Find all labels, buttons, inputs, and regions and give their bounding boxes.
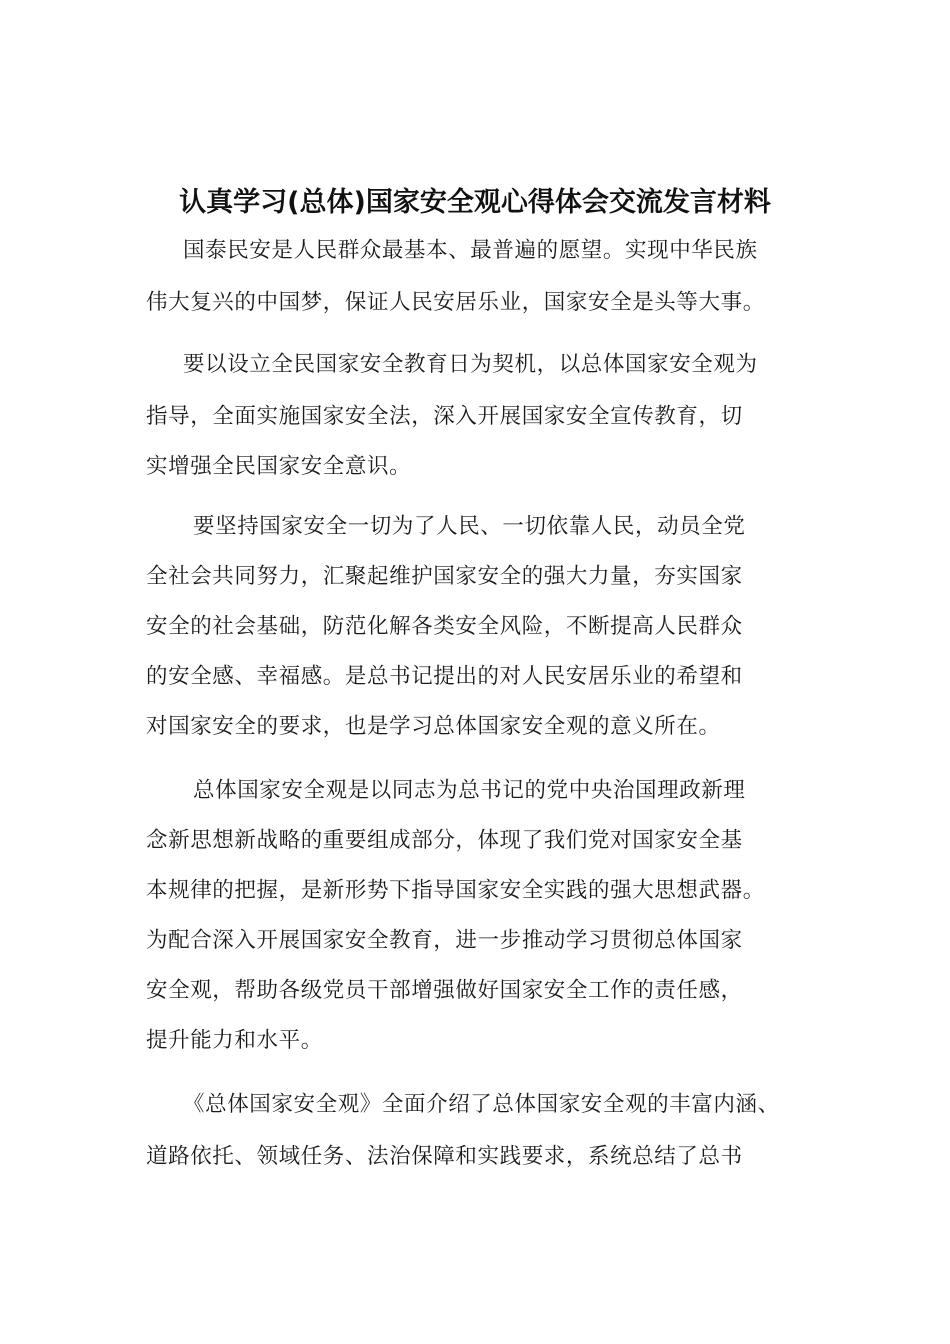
paragraph-4-line-2: 念新思想新战略的重要组成部分，体现了我们党对国家安全基 (146, 828, 743, 853)
paragraph-1-line-1: 国泰民安是人民群众最基本、最普遍的愿望。实现中华民族 (183, 238, 758, 263)
paragraph-4-line-6: 提升能力和水平。 (146, 1028, 323, 1053)
paragraph-2-line-1: 要以设立全民国家安全教育日为契机，以总体国家安全观为 (183, 352, 758, 377)
paragraph-3-line-5: 对国家安全的要求，也是学习总体国家安全观的意义所在。 (146, 714, 721, 739)
paragraph-4-line-1: 总体国家安全观是以同志为总书记的党中央治国理政新理 (193, 778, 746, 803)
paragraph-4-line-5: 安全观，帮助各级党员干部增强做好国家安全工作的责任感， (146, 978, 743, 1003)
paragraph-4-line-4: 为配合深入开展国家安全教育，进一步推动学习贯彻总体国家 (146, 928, 743, 953)
paragraph-1-line-2: 伟大复兴的中国梦，保证人民安居乐业，国家安全是头等大事。 (146, 290, 765, 315)
paragraph-3-line-3: 安全的社会基础，防范化解各类安全风险，不断提高人民群众 (146, 614, 743, 639)
paragraph-3-line-2: 全社会共同努力，汇聚起维护国家安全的强大力量，夯实国家 (146, 564, 743, 589)
document-title: 认真学习(总体)国家安全观心得体会交流发言材料 (179, 187, 771, 218)
paragraph-5-line-1: 《总体国家安全观》全面介绍了总体国家安全观的丰富内涵、 (183, 1092, 780, 1117)
paragraph-3-line-1: 要坚持国家安全一切为了人民、一切依靠人民，动员全党 (193, 514, 746, 539)
paragraph-5-line-2: 道路依托、领域任务、法治保障和实践要求，系统总结了总书 (146, 1144, 743, 1169)
paragraph-3-line-4: 的安全感、幸福感。是总书记提出的对人民安居乐业的希望和 (146, 664, 743, 689)
paragraph-2-line-2: 指导，全面实施国家安全法，深入开展国家安全宣传教育，切 (146, 404, 743, 429)
paragraph-2-line-3: 实增强全民国家安全意识。 (146, 454, 412, 479)
paragraph-4-line-3: 本规律的把握，是新形势下指导国家安全实践的强大思想武器。 (146, 878, 765, 903)
